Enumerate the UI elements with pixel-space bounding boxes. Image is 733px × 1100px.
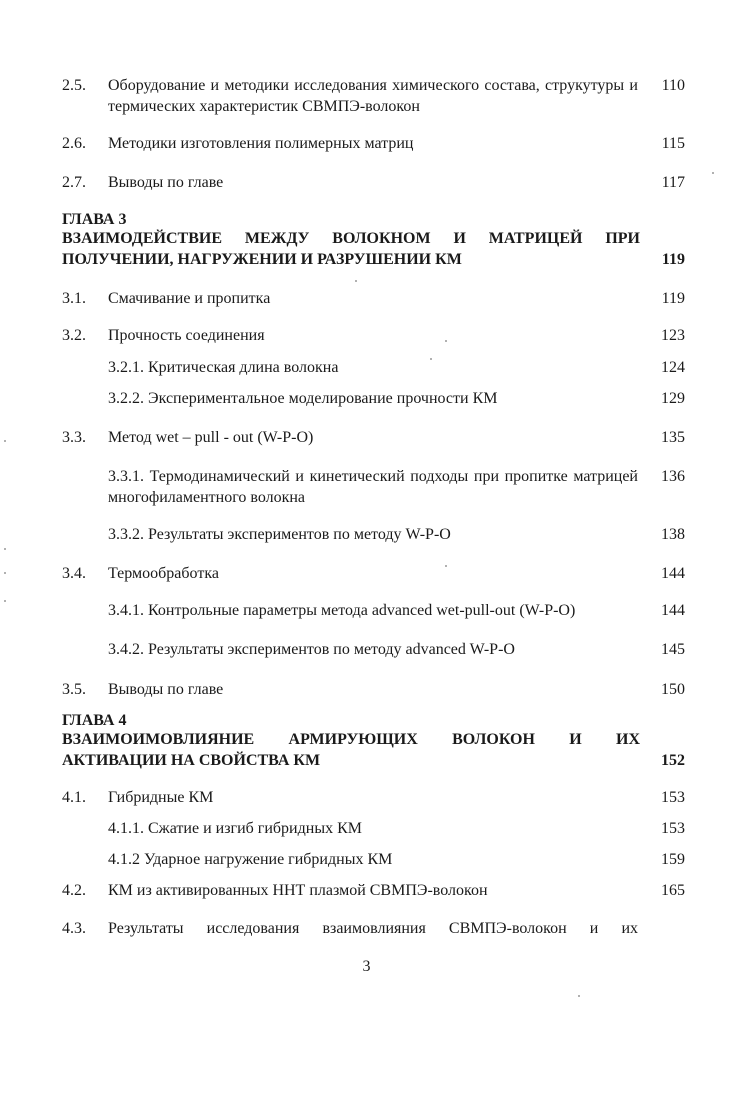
- entry-page: 150: [661, 681, 685, 698]
- entry-number: 3.3.: [62, 429, 86, 446]
- entry-title: 3.2.1. Критическая длина волокна: [108, 359, 339, 376]
- entry-page: 144: [661, 565, 685, 582]
- chapter-3-title-line1: ВЗАИМОДЕЙСТВИЕ МЕЖДУ ВОЛОКНОМ И МАТРИЦЕЙ ПРИ: [62, 230, 640, 247]
- entry-title: 4.1.1. Сжатие и изгиб гибридных КМ: [108, 820, 362, 837]
- entry-page: 135: [661, 429, 685, 446]
- entry-page: 115: [661, 135, 685, 152]
- entry-page: 119: [661, 290, 685, 307]
- entry-title: Методики изготовления полимерных матриц: [108, 135, 414, 152]
- entry-page: 153: [661, 820, 685, 837]
- chapter-4-title-line2: АКТИВАЦИИ НА СВОЙСТВА КМ: [62, 752, 321, 769]
- entry-title: Термообработка: [108, 565, 219, 582]
- entry-title: Выводы по главе: [108, 174, 224, 191]
- scan-speck: [355, 280, 357, 282]
- entry-page: 138: [661, 526, 685, 543]
- entry-number: 2.7.: [62, 174, 86, 191]
- scan-speck: [712, 172, 714, 174]
- entry-title: Выводы по главе: [108, 681, 224, 698]
- scan-speck: [4, 548, 6, 550]
- entry-page: 165: [661, 882, 685, 899]
- entry-title: 3.4.1. Контрольные параметры метода advanced wet-pull-out (W-P-O): [108, 602, 576, 619]
- entry-title: Оборудование и методики исследования химического состава, струкутуры и термических характеристик СВМПЭ-волокон: [108, 77, 638, 115]
- scan-speck: [4, 600, 6, 602]
- scan-speck: [430, 358, 432, 360]
- chapter-4-heading: ГЛАВА 4: [62, 712, 127, 729]
- entry-page: 123: [661, 327, 685, 344]
- entry-page: 129: [661, 390, 685, 407]
- entry-number: 3.4.: [62, 565, 86, 582]
- entry-title: 3.4.2. Результаты экспериментов по методу advanced W-P-O: [108, 641, 515, 658]
- chapter-3-title-line2: ПОЛУЧЕНИИ, НАГРУЖЕНИИ И РАЗРУШЕНИИ КМ: [62, 251, 462, 268]
- entry-title: Результаты исследования взаимовлияния СВМПЭ-волокон и их: [108, 920, 638, 937]
- entry-number: 4.2.: [62, 882, 86, 899]
- entry-page: 110: [661, 77, 685, 94]
- entry-title: 3.3.1. Термодинамический и кинетический подходы при пропитке матрицей многофиламентного волокна: [108, 468, 638, 506]
- entry-title: Гибридные КМ: [108, 789, 214, 806]
- chapter-3-page: 119: [661, 251, 685, 268]
- entry-number: 4.1.: [62, 789, 86, 806]
- entry-page: 144: [661, 602, 685, 619]
- entry-page: 136: [661, 468, 685, 485]
- entry-title: 3.2.2. Экспериментальное моделирование прочности КМ: [108, 390, 498, 407]
- scan-speck: [4, 572, 6, 574]
- scan-speck: [578, 995, 580, 997]
- entry-page: 153: [661, 789, 685, 806]
- entry-page: 145: [661, 641, 685, 658]
- scan-speck: [4, 440, 6, 442]
- entry-title: Прочность соединения: [108, 327, 265, 344]
- entry-number: 3.2.: [62, 327, 86, 344]
- entry-title: 4.1.2 Ударное нагружение гибридных КМ: [108, 851, 393, 868]
- entry-number: 3.1.: [62, 290, 86, 307]
- chapter-4-title: [62, 729, 640, 771]
- scan-speck: [445, 340, 447, 342]
- entry-title: КМ из активированных ННТ плазмой СВМПЭ-волокон: [108, 882, 488, 899]
- entry-number: 2.6.: [62, 135, 86, 152]
- chapter-3-title: [62, 228, 640, 270]
- page-number: 3: [362, 958, 371, 975]
- entry-page: 117: [661, 174, 685, 191]
- chapter-3-heading: ГЛАВА 3: [62, 211, 127, 228]
- entry-page: 159: [661, 851, 685, 868]
- chapter-4-title-line1: ВЗАИМОИМОВЛИЯНИЕ АРМИРУЮЩИХ ВОЛОКОН И ИХ: [62, 731, 640, 748]
- entry-title: 3.3.2. Результаты экспериментов по методу W-P-O: [108, 526, 451, 543]
- entry-number: 4.3.: [62, 920, 86, 937]
- chapter-4-page: 152: [661, 752, 685, 769]
- entry-title: Смачивание и пропитка: [108, 290, 271, 307]
- entry-page: 124: [661, 359, 685, 376]
- entry-number: 2.5.: [62, 77, 86, 94]
- entry-number: 3.5.: [62, 681, 86, 698]
- entry-title: Метод wet – pull - out (W-P-O): [108, 429, 314, 446]
- scan-speck: [445, 565, 447, 567]
